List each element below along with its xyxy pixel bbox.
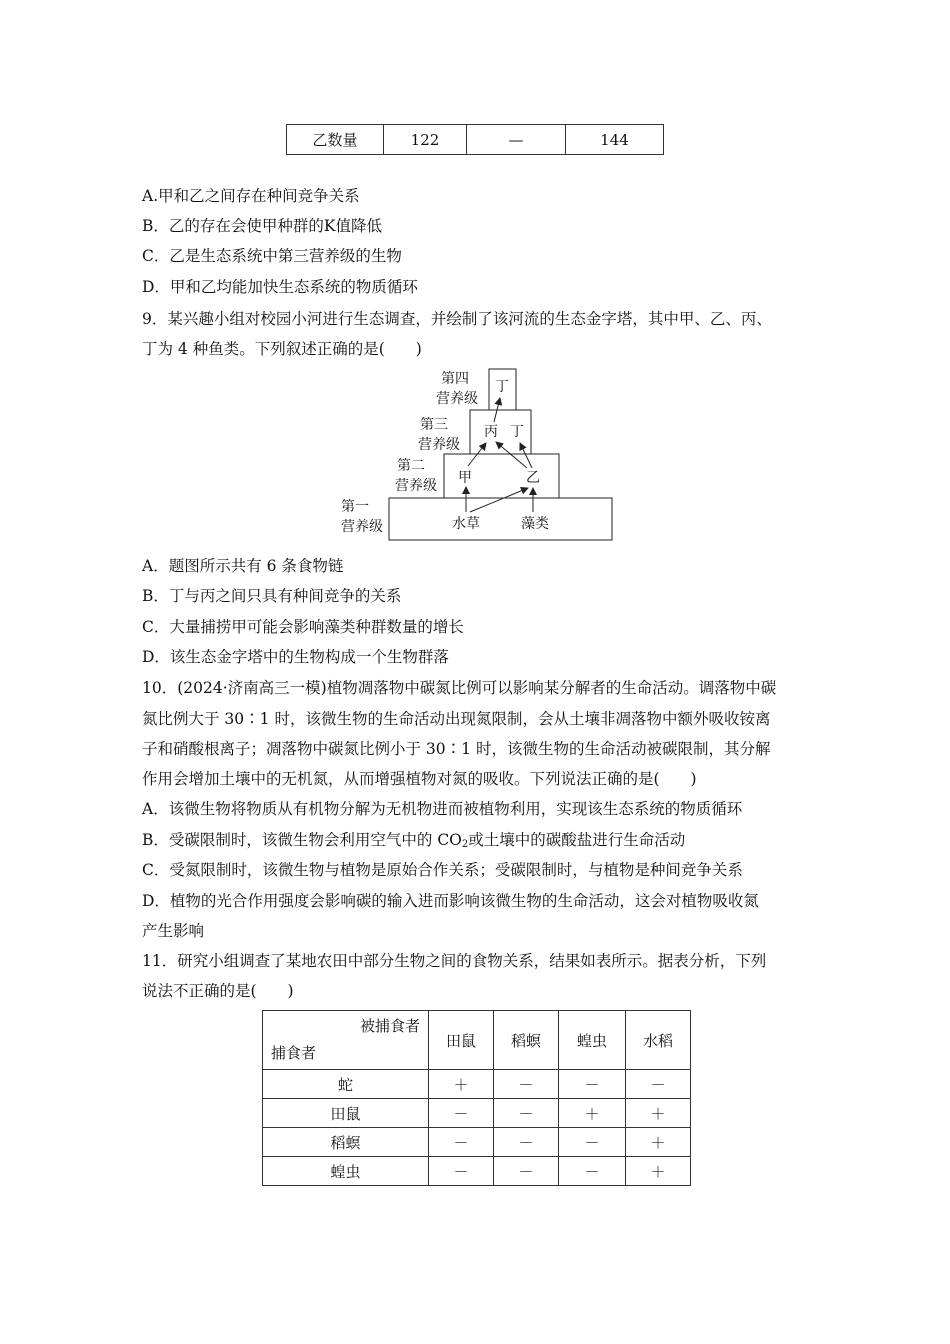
table-cell: 122	[384, 125, 467, 155]
q8-option-a: A.甲和乙之间存在种间竞争关系	[142, 187, 360, 205]
q10-stem-line-1: 10．(2024·济南高三一模)植物凋落物中碳氮比例可以影响某分解者的生命活动。调落物中碳	[142, 679, 777, 697]
level-1-label-2: 营养级	[341, 519, 383, 535]
q10-option-b-sub: 2	[461, 839, 469, 850]
organism-jia: 甲	[458, 470, 472, 486]
table-cell: －	[494, 1128, 559, 1157]
q8-option-b: B．乙的存在会使甲种群的K值降低	[142, 217, 382, 235]
table-cell: ＋	[429, 1070, 494, 1099]
q9-option-a: A．题图所示共有 6 条食物链	[142, 557, 344, 575]
level-3-label-1: 第三	[420, 417, 448, 433]
q11-stem-line-2: 说法不正确的是( )	[142, 982, 294, 1000]
ecological-pyramid-diagram	[330, 365, 620, 545]
table-cell: ＋	[559, 1099, 626, 1128]
column-header: 水稻	[626, 1011, 691, 1070]
level-3-label-2: 营养级	[418, 437, 460, 453]
table-cell: －	[494, 1157, 559, 1186]
q11-stem-line-1: 11．研究小组调查了某地农田中部分生物之间的食物关系，结果如表所示。据表分析，下列	[142, 952, 767, 970]
table-cell: 乙数量	[287, 125, 384, 155]
table-cell: －	[559, 1128, 626, 1157]
table-cell: －	[494, 1070, 559, 1099]
table-corner-cell	[263, 1011, 429, 1070]
table-cell: －	[429, 1157, 494, 1186]
column-header: 蝗虫	[559, 1011, 626, 1070]
table-cell: —	[467, 125, 566, 155]
table-cell: ＋	[626, 1099, 691, 1128]
q9-option-c: C．大量捕捞甲可能会影响藻类种群数量的增长	[142, 618, 464, 636]
table-row	[263, 1128, 691, 1157]
arrow-yi-bing	[496, 442, 527, 468]
table-cell: ＋	[626, 1128, 691, 1157]
q10-option-b-post: 或土壤中的碳酸盐进行生命活动	[468, 831, 686, 849]
level-1-label-1: 第一	[341, 499, 369, 515]
q9-option-d: D．该生态金字塔中的生物构成一个生物群落	[142, 648, 449, 666]
q10-option-b	[142, 829, 685, 856]
level-2-label-2: 营养级	[395, 478, 437, 494]
q8-option-c: C．乙是生态系统中第三营养级的生物	[142, 247, 402, 265]
q10-stem-line-3: 子和硝酸根离子；凋落物中碳氮比例小于 30∶1 时，该微生物的生命活动被碳限制，其分解	[142, 740, 771, 758]
food-relation-table	[262, 1010, 691, 1186]
top-table	[286, 124, 664, 155]
row-header: 蛇	[263, 1070, 429, 1099]
q10-option-d-line-1: D．植物的光合作用强度会影响碳的输入进而影响该微生物的生命活动，这会对植物吸收氮	[142, 892, 759, 910]
q9-stem-line-1: 9．某兴趣小组对校园小河进行生态调查，并绘制了该河流的生态金字塔，其中甲、乙、丙、	[142, 310, 772, 328]
organism-zaolei: 藻类	[521, 516, 549, 532]
level-4-label-2: 营养级	[436, 391, 478, 407]
q10-option-c: C．受氮限制时，该微生物与植物是原始合作关系；受碳限制时，与植物是种间竞争关系	[142, 861, 743, 879]
row-header: 田鼠	[263, 1099, 429, 1128]
q9-stem-line-2: 丁为 4 种鱼类。下列叙述正确的是( )	[142, 340, 422, 358]
table-header-row	[263, 1011, 691, 1070]
table-cell: 144	[566, 125, 664, 155]
table-row	[263, 1157, 691, 1186]
column-header: 田鼠	[429, 1011, 494, 1070]
row-header: 稻螟	[263, 1128, 429, 1157]
table-cell: －	[559, 1070, 626, 1099]
table-row	[287, 125, 664, 155]
level-4-label-1: 第四	[441, 371, 469, 387]
table-cell: －	[626, 1070, 691, 1099]
q10-stem-line-2: 氮比例大于 30∶1 时，该微生物的生命活动出现氮限制，会从土壤非凋落物中额外吸收铵离	[142, 710, 771, 728]
pyramid-tier-1	[389, 498, 612, 540]
q10-stem-line-4: 作用会增加土壤中的无机氮，从而增强植物对氮的吸收。下列说法正确的是( )	[142, 770, 697, 788]
table-row	[263, 1099, 691, 1128]
level-2-label-1: 第二	[397, 458, 425, 474]
table-cell: －	[429, 1128, 494, 1157]
organism-yi: 乙	[526, 470, 540, 486]
q10-option-a: A．该微生物将物质从有机物分解为无机物进而被植物利用，实现该生态系统的物质循环	[142, 800, 743, 818]
organism-shuicao: 水草	[452, 516, 480, 532]
q10-option-b-pre: B．受碳限制时，该微生物会利用空气中的 CO	[142, 831, 462, 849]
arrow-shuicao-yi	[470, 488, 528, 512]
corner-top-label: 被捕食者	[359, 1017, 420, 1035]
q8-option-d: D．甲和乙均能加快生态系统的物质循环	[142, 278, 418, 296]
table-cell: ＋	[626, 1157, 691, 1186]
q10-option-d-line-2: 产生影响	[142, 922, 205, 940]
table-row	[263, 1070, 691, 1099]
table-cell: －	[494, 1099, 559, 1128]
column-header: 稻螟	[494, 1011, 559, 1070]
row-header: 蝗虫	[263, 1157, 429, 1186]
organism-ding-top: 丁	[495, 379, 509, 395]
table-cell: －	[429, 1099, 494, 1128]
organism-bing: 丙	[484, 424, 498, 440]
q9-option-b: B．丁与丙之间只具有种间竞争的关系	[142, 587, 402, 605]
corner-bottom-label: 捕食者	[271, 1044, 317, 1062]
table-cell: －	[559, 1157, 626, 1186]
organism-ding: 丁	[510, 424, 524, 440]
